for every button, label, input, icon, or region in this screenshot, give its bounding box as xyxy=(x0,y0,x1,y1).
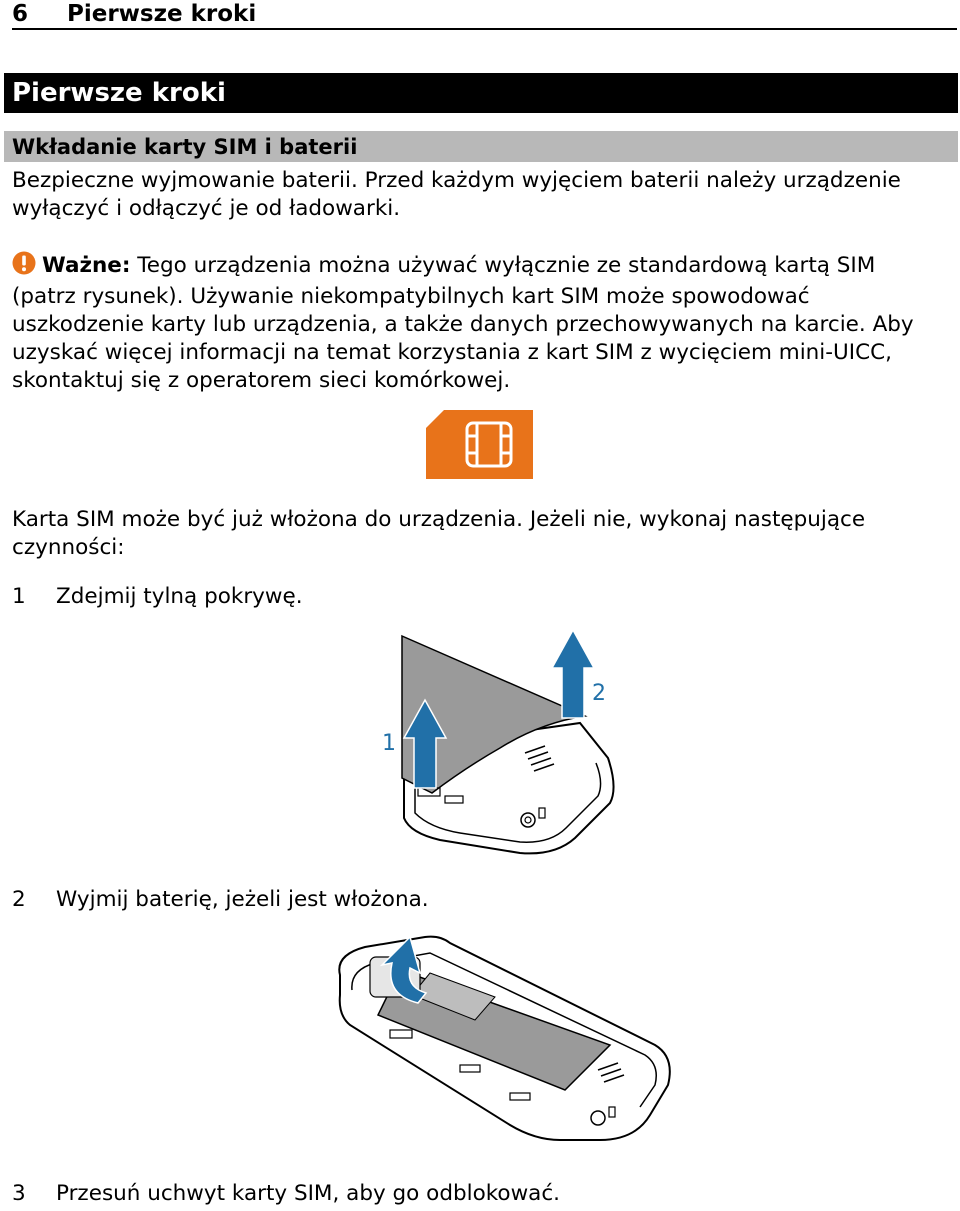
sim-card-image xyxy=(426,410,533,483)
step-1 xyxy=(12,583,303,611)
arrow-label-2: 2 xyxy=(592,681,606,706)
intro-paragraph: Bezpieczne wyjmowanie baterii. Przed każdym wyjęciem baterii należy urządzenie wyłączyć i odłączyć je od ładowarki. xyxy=(12,168,901,221)
step-3 xyxy=(12,1180,560,1208)
section-title: Pierwsze kroki xyxy=(4,73,958,113)
running-title: Pierwsze kroki xyxy=(67,1,257,27)
sim-note-paragraph: Karta SIM może być już włożona do urządzenia. Jeżeli nie, wykonaj następujące czynności: xyxy=(12,507,866,560)
step-text: Przesuń uchwyt karty SIM, aby go odblokować. xyxy=(56,1181,561,1206)
warning-label: Ważne: xyxy=(42,253,131,278)
warning-icon xyxy=(12,251,36,283)
warning-text: Tego urządzenia można używać wyłącznie ze standardową kartą SIM (patrz rysunek). Używanie niekompatybilnych kart SIM może spowodować uszkodzenie karty lub urządzenia, a także danych przechowywanych na karcie. Aby uzyskać więcej informacji na temat korzystania z kart SIM z wycięciem mini-UICC, skontaktuj się z operatorem sieci komórkowej. xyxy=(12,253,914,393)
step-number: 2 xyxy=(12,887,26,912)
warning-paragraph xyxy=(12,251,942,395)
back-cover-removal-illustration xyxy=(370,628,640,862)
step-2 xyxy=(12,886,429,914)
battery-removal-illustration xyxy=(330,935,675,1149)
running-header xyxy=(12,0,957,30)
step-number: 3 xyxy=(12,1181,26,1206)
arrow-label-1: 1 xyxy=(382,731,396,756)
subsection-title: Wkładanie karty SIM i baterii xyxy=(4,131,958,162)
step-text: Zdejmij tylną pokrywę. xyxy=(56,584,303,609)
step-text: Wyjmij baterię, jeżeli jest włożona. xyxy=(56,887,429,912)
step-number: 1 xyxy=(12,584,26,609)
page-number: 6 xyxy=(12,1,29,27)
